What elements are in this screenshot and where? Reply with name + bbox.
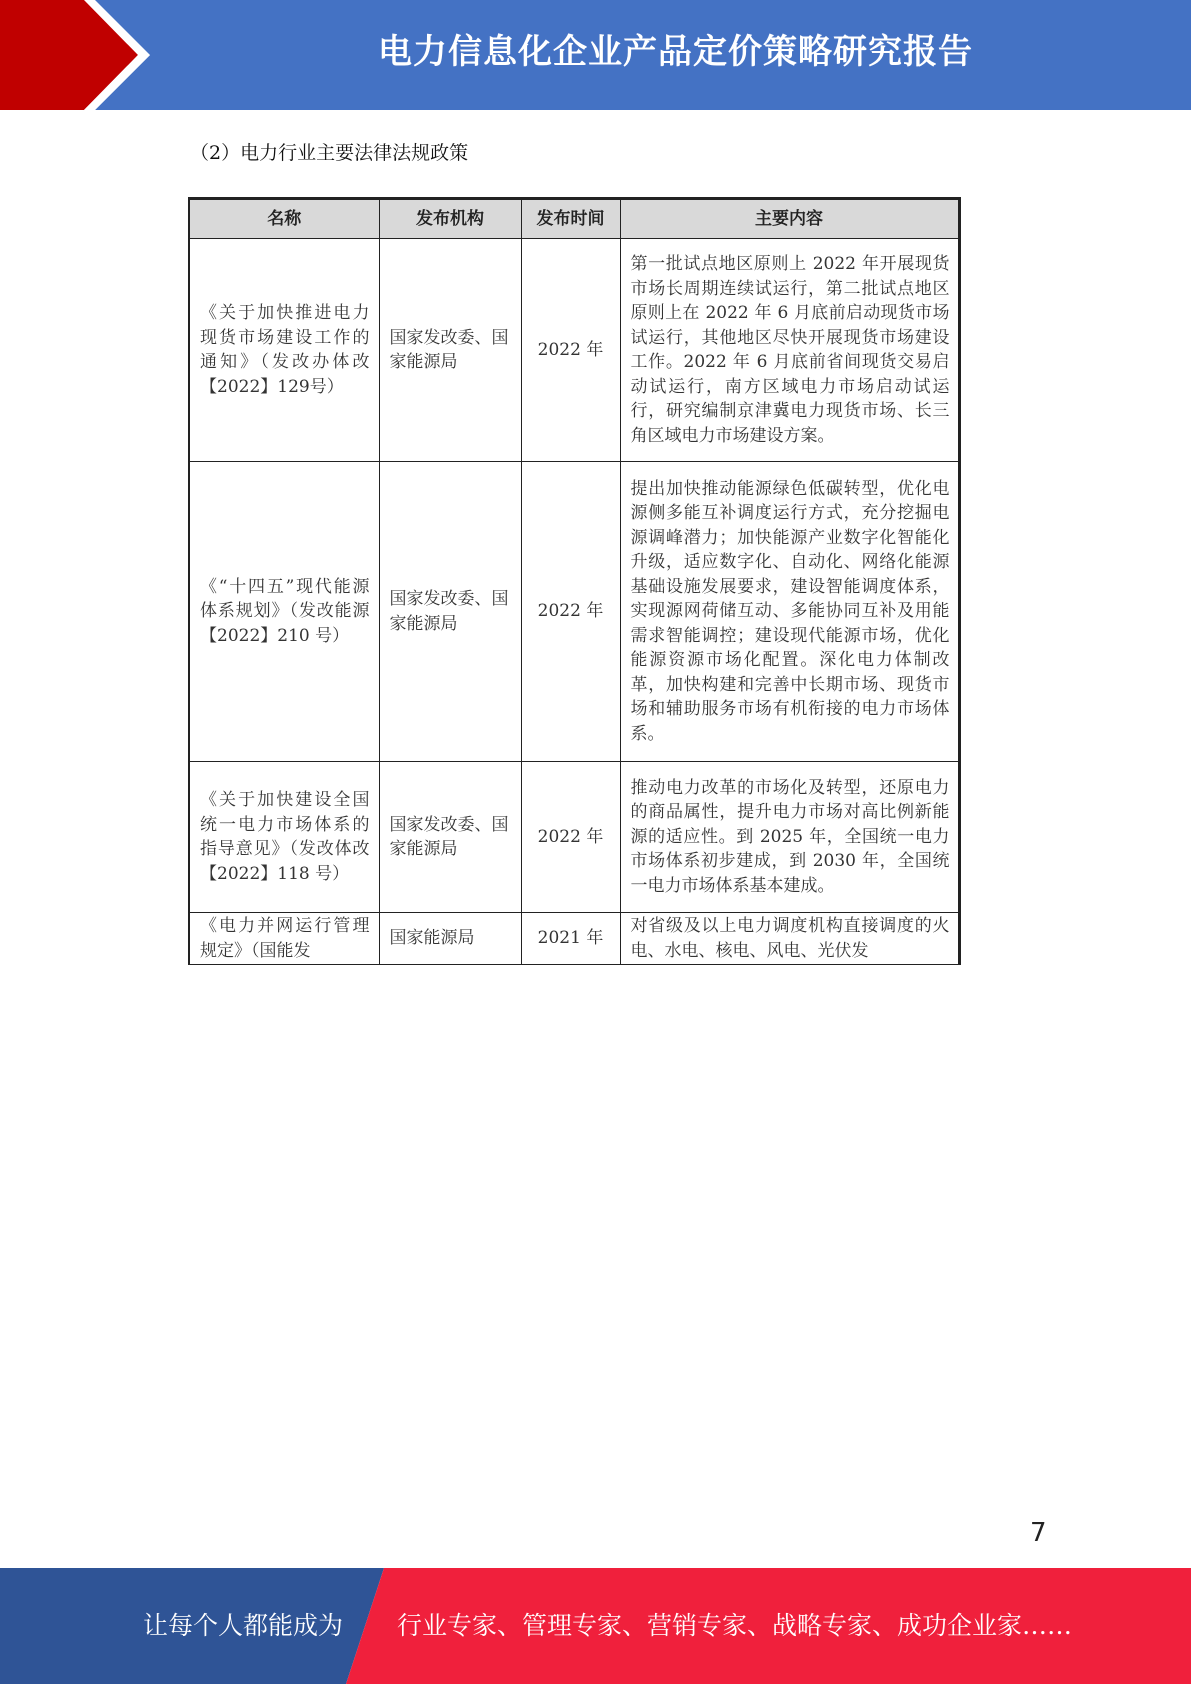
table-row bbox=[189, 239, 959, 462]
policy-issuer: 国家发改委、国家能源局 bbox=[379, 762, 521, 913]
table-header-row bbox=[189, 199, 959, 239]
policy-issuer: 国家发改委、国家能源局 bbox=[379, 462, 521, 762]
header-content: 主要内容 bbox=[620, 199, 959, 239]
header-issuer: 发布机构 bbox=[379, 199, 521, 239]
header-arrow-decoration bbox=[0, 0, 160, 110]
section-heading: （2）电力行业主要法律法规政策 bbox=[190, 142, 469, 164]
policy-date: 2022 年 bbox=[521, 762, 620, 913]
table-row bbox=[189, 462, 959, 762]
table-row bbox=[189, 913, 959, 965]
footer-banner bbox=[0, 1568, 1191, 1684]
policy-content: 对省级及以上电力调度机构直接调度的火电、水电、核电、风电、光伏发 bbox=[620, 913, 959, 965]
page-number: 7 bbox=[1030, 1518, 1047, 1548]
policy-name: 《关于加快推进电力现货市场建设工作的通知》（发改办体改【2022】129号） bbox=[189, 239, 379, 462]
policy-content: 第一批试点地区原则上 2022 年开展现货市场长周期连续试运行，第二批试点地区原则上在 2022 年 6 月底前启动现货市场试运行，其他地区尽快开展现货市场建设工作。2022 年 6 月底前省间现货交易启动试运行，南方区域电力市场启动试运行，研究编制京津冀电力现货市场、长三角区域电力市场建设方案。 bbox=[620, 239, 959, 462]
footer-slogan-left: 让每个人都能成为 bbox=[143, 1611, 344, 1640]
policy-issuer: 国家能源局 bbox=[379, 913, 521, 965]
header-date: 发布时间 bbox=[521, 199, 620, 239]
policy-name: 《“十四五”现代能源体系规划》（发改能源【2022】210 号） bbox=[189, 462, 379, 762]
policy-date: 2022 年 bbox=[521, 239, 620, 462]
policy-date: 2022 年 bbox=[521, 462, 620, 762]
policy-content: 推动电力改革的市场化及转型，还原电力的商品属性，提升电力市场对高比例新能源的适应性。到 2025 年，全国统一电力市场体系初步建成，到 2030 年，全国统一电力市场体系基本建成。 bbox=[620, 762, 959, 913]
policy-name: 《关于加快建设全国统一电力市场体系的指导意见》（发改体改【2022】118 号） bbox=[189, 762, 379, 913]
policy-name: 《电力并网运行管理规定》（国能发 bbox=[189, 913, 379, 965]
table-row bbox=[189, 762, 959, 913]
policy-table bbox=[188, 197, 961, 965]
policy-content: 提出加快推动能源绿色低碳转型，优化电源侧多能互补调度运行方式，充分挖掘电源调峰潜力；加快能源产业数字化智能化升级，适应数字化、自动化、网络化能源基础设施发展要求，建设智能调度体系，实现源网荷储互动、多能协同互补及用能需求智能调控；建设现代能源市场，优化能源资源市场化配置。深化电力体制改革，加快构建和完善中长期市场、现货市场和辅助服务市场有机衔接的电力市场体系。 bbox=[620, 462, 959, 762]
header-banner bbox=[0, 0, 1191, 110]
policy-issuer: 国家发改委、国家能源局 bbox=[379, 239, 521, 462]
header-name: 名称 bbox=[189, 199, 379, 239]
policy-date: 2021 年 bbox=[521, 913, 620, 965]
footer-slogan-right: 行业专家、管理专家、营销专家、战略专家、成功企业家…… bbox=[397, 1611, 1073, 1640]
report-title: 电力信息化企业产品定价策略研究报告 bbox=[378, 32, 973, 72]
